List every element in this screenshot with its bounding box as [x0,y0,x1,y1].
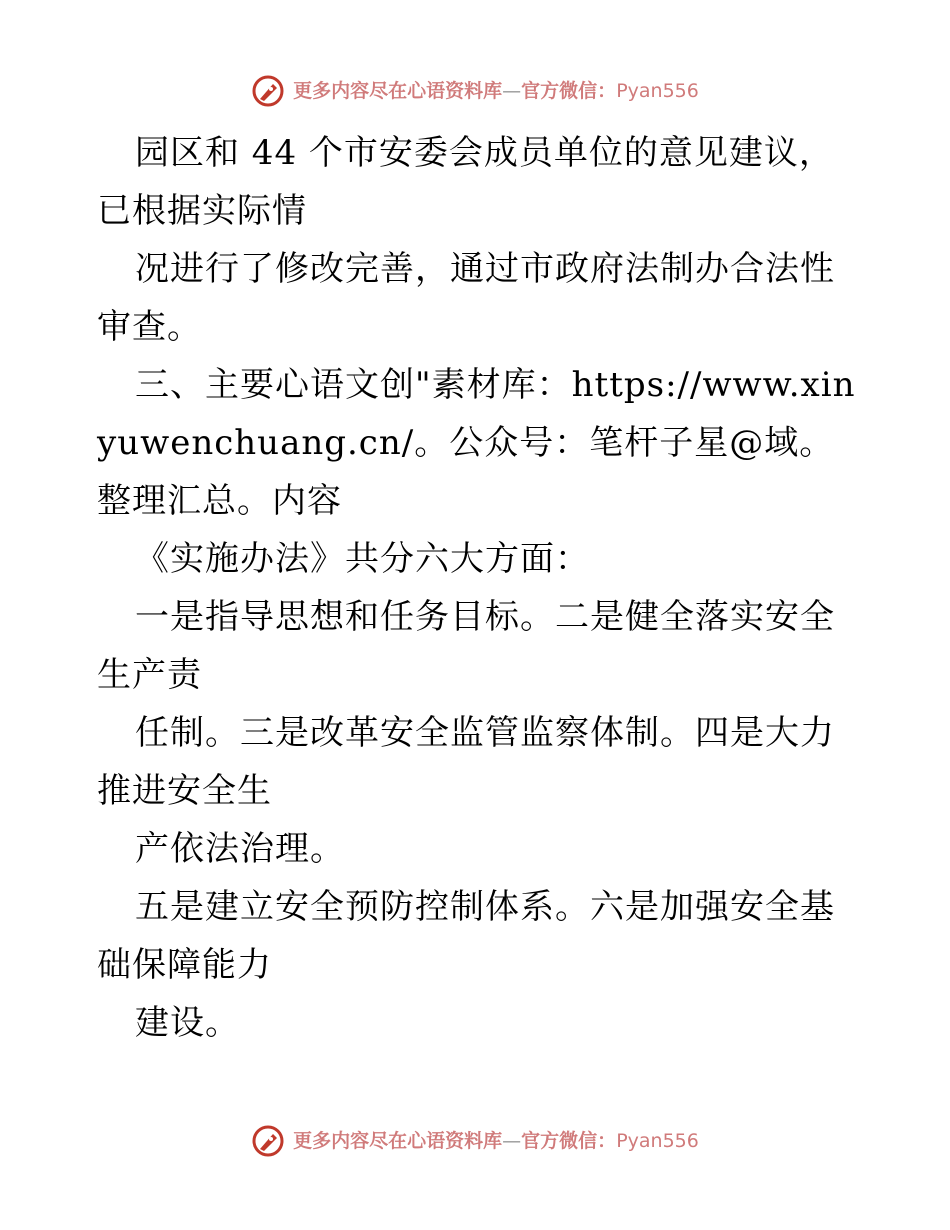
watermark-site-name: 更多内容尽在心语资料库 [293,80,503,102]
paragraph-2: 况进行了修改完善，通过市政府法制办合法性审查。 [97,249,835,347]
header-watermark [0,74,950,108]
watermark-dash: — [502,80,522,102]
footer-watermark [0,1124,950,1158]
paragraph-7: 产依法治理。 [135,829,345,869]
paragraph-1: 园区和 44 个市安委会成员单位的意见建议，已根据实际情 [97,133,834,231]
paragraph-5: 一是指导思想和任务目标。二是健全落实安全生产责 [97,597,835,695]
watermark-wechat-id: Pyan556 [616,80,699,102]
watermark-text [293,1126,699,1156]
watermark-dash: — [502,1130,522,1152]
watermark-wechat-id: Pyan556 [616,1130,699,1152]
pen-nib-icon [251,1124,285,1158]
watermark-label: 官方微信： [521,80,617,102]
paragraph-4: 《实施办法》共分六大方面： [135,539,590,579]
paragraph-8: 五是建立安全预防控制体系。六是加强安全基础保障能力 [97,887,835,985]
watermark-label: 官方微信： [521,1130,617,1152]
watermark-text [293,76,699,106]
paragraph-9: 建设。 [135,1003,240,1043]
document-body [97,124,857,1052]
paragraph-6: 任制。三是改革安全监管监察体制。四是大力推进安全生 [97,713,835,811]
paragraph-3: 三、主要心语文创"素材库：https://www.xinyuwenchuang.cn/。公众号：笔杆子星@域。整理汇总。内容 [97,365,856,521]
pen-nib-icon [251,74,285,108]
watermark-site-name: 更多内容尽在心语资料库 [293,1130,503,1152]
